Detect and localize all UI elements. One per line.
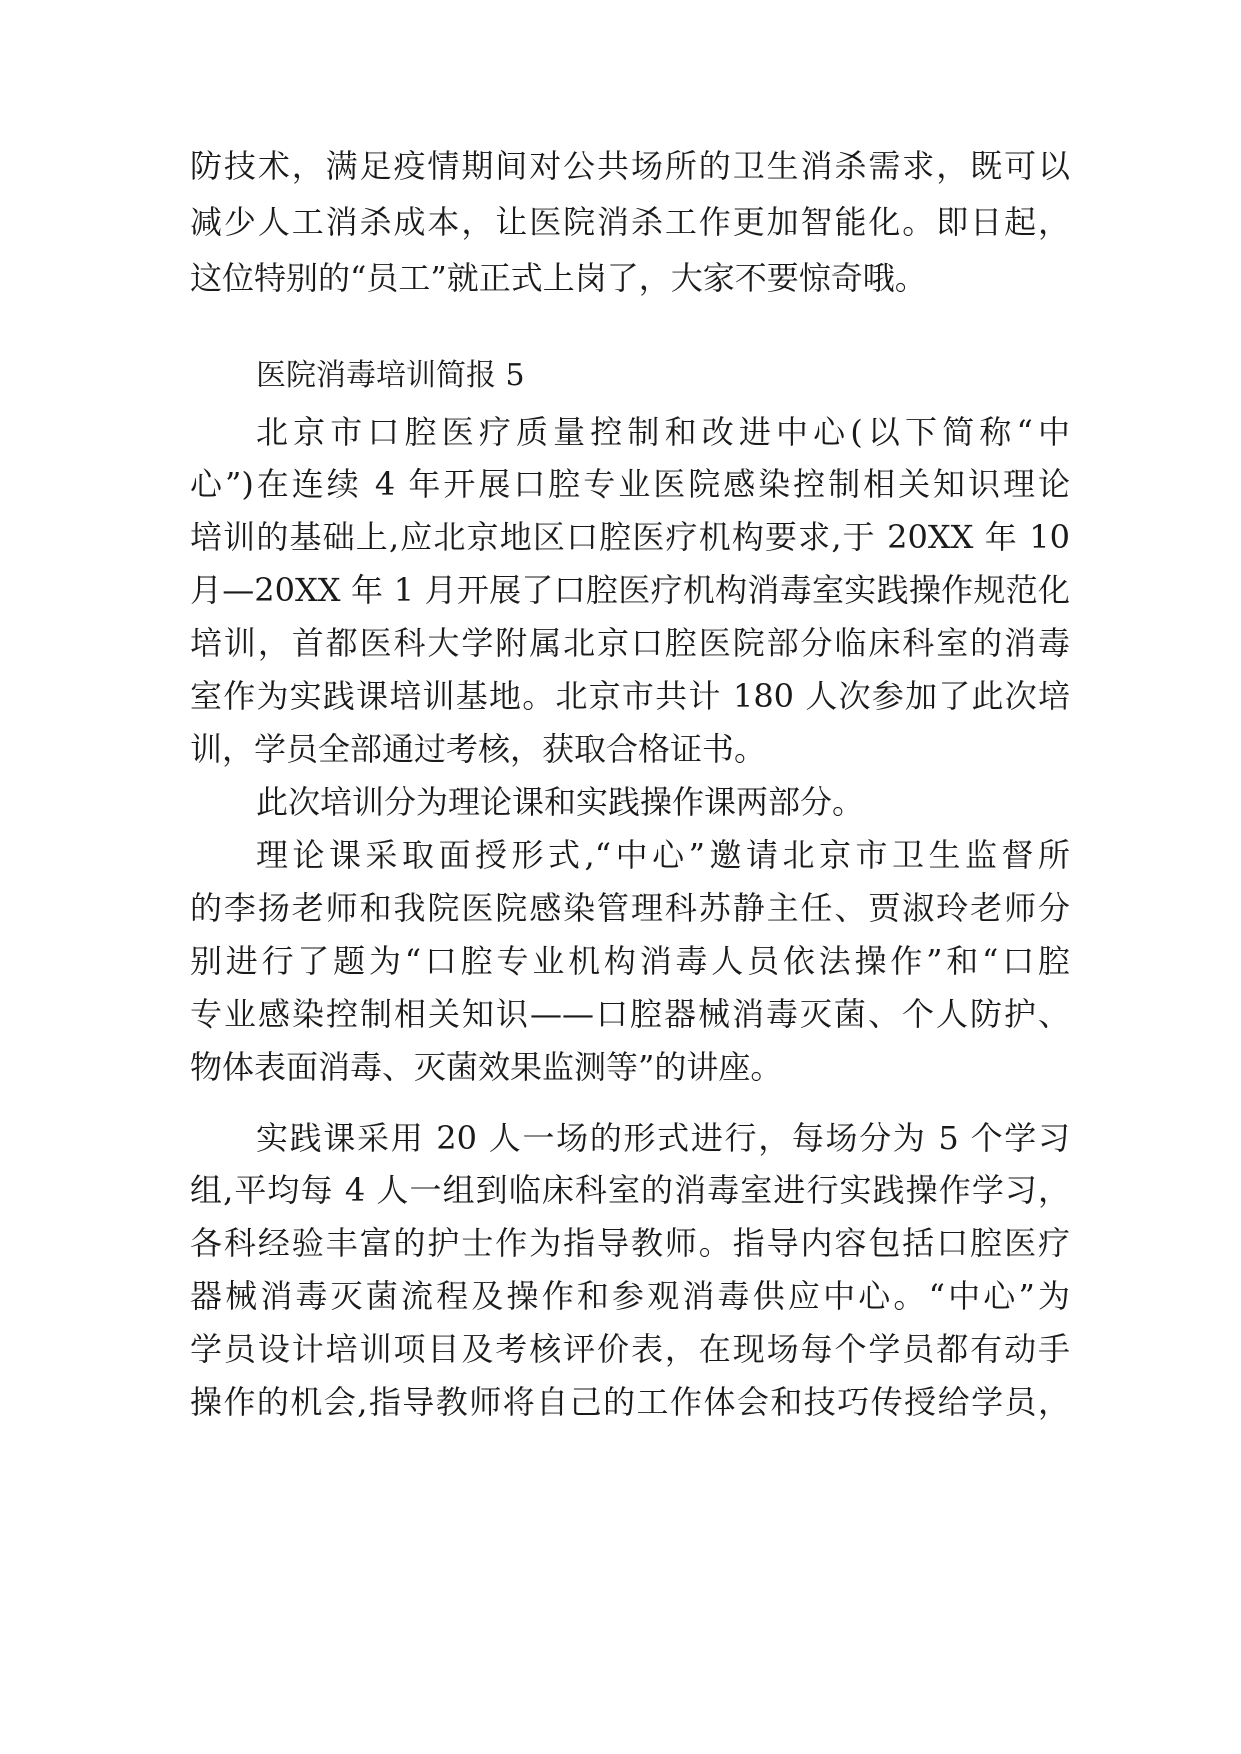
paragraph-4-line-1: 实践课采用 20 人一场的形式进行，每场分为 5 个学习 — [256, 1119, 1070, 1157]
paragraph-3-line-3: 别进行了题为“口腔专业机构消毒人员依法操作”和“口腔 — [190, 942, 1070, 980]
paragraph-1-line-5: 培训，首都医科大学附属北京口腔医院部分临床科室的消毒 — [190, 624, 1070, 662]
paragraph-2-line-1: 此次培训分为理论课和实践操作课两部分。 — [256, 783, 865, 821]
paragraph-1-line-2: 心”)在连续 4 年开展口腔专业医院感染控制相关知识理论 — [190, 465, 1070, 503]
paragraph-1-line-7: 训，学员全部通过考核，获取合格证书。 — [190, 730, 767, 768]
paragraph-4-line-3: 各科经验丰富的护士作为指导教师。指导内容包括口腔医疗 — [190, 1224, 1070, 1262]
paragraph-4-line-5: 学员设计培训项目及考核评价表，在现场每个学员都有动手 — [190, 1330, 1070, 1368]
paragraph-3-line-5: 物体表面消毒、灭菌效果监测等”的讲座。 — [190, 1048, 783, 1086]
paragraph-3-line-2: 的李扬老师和我院医院感染管理科苏静主任、贾淑玲老师分 — [190, 889, 1070, 927]
paragraph-3-line-1: 理论课采取面授形式,“中心”邀请北京市卫生监督所 — [256, 836, 1070, 874]
paragraph-1-line-3: 培训的基础上,应北京地区口腔医疗机构要求,于 20XX 年 10 — [190, 518, 1070, 556]
paragraph-4-line-4: 器械消毒灭菌流程及操作和参观消毒供应中心。“中心”为 — [190, 1277, 1070, 1315]
paragraph-1-line-6: 室作为实践课培训基地。北京市共计 180 人次参加了此次培 — [190, 677, 1070, 715]
paragraph-3-line-4: 专业感染控制相关知识——口腔器械消毒灭菌、个人防护、 — [190, 995, 1070, 1033]
paragraph-4-line-6: 操作的机会,指导教师将自己的工作体会和技巧传授给学员， — [190, 1383, 1070, 1421]
paragraph-1-line-1: 北京市口腔医疗质量控制和改进中心(以下简称“中 — [256, 413, 1070, 451]
section-heading: 医院消毒培训简报 5 — [256, 358, 525, 393]
intro-line-3: 这位特别的“员工”就正式上岗了，大家不要惊奇哦。 — [190, 259, 927, 297]
intro-line-2: 减少人工消杀成本，让医院消杀工作更加智能化。即日起， — [190, 203, 1070, 241]
intro-line-1: 防技术，满足疫情期间对公共场所的卫生消杀需求，既可以 — [190, 147, 1070, 185]
paragraph-1-line-4: 月—20XX 年 1 月开展了口腔医疗机构消毒室实践操作规范化 — [190, 571, 1070, 609]
paragraph-4-line-2: 组,平均每 4 人一组到临床科室的消毒室进行实践操作学习， — [190, 1171, 1070, 1209]
